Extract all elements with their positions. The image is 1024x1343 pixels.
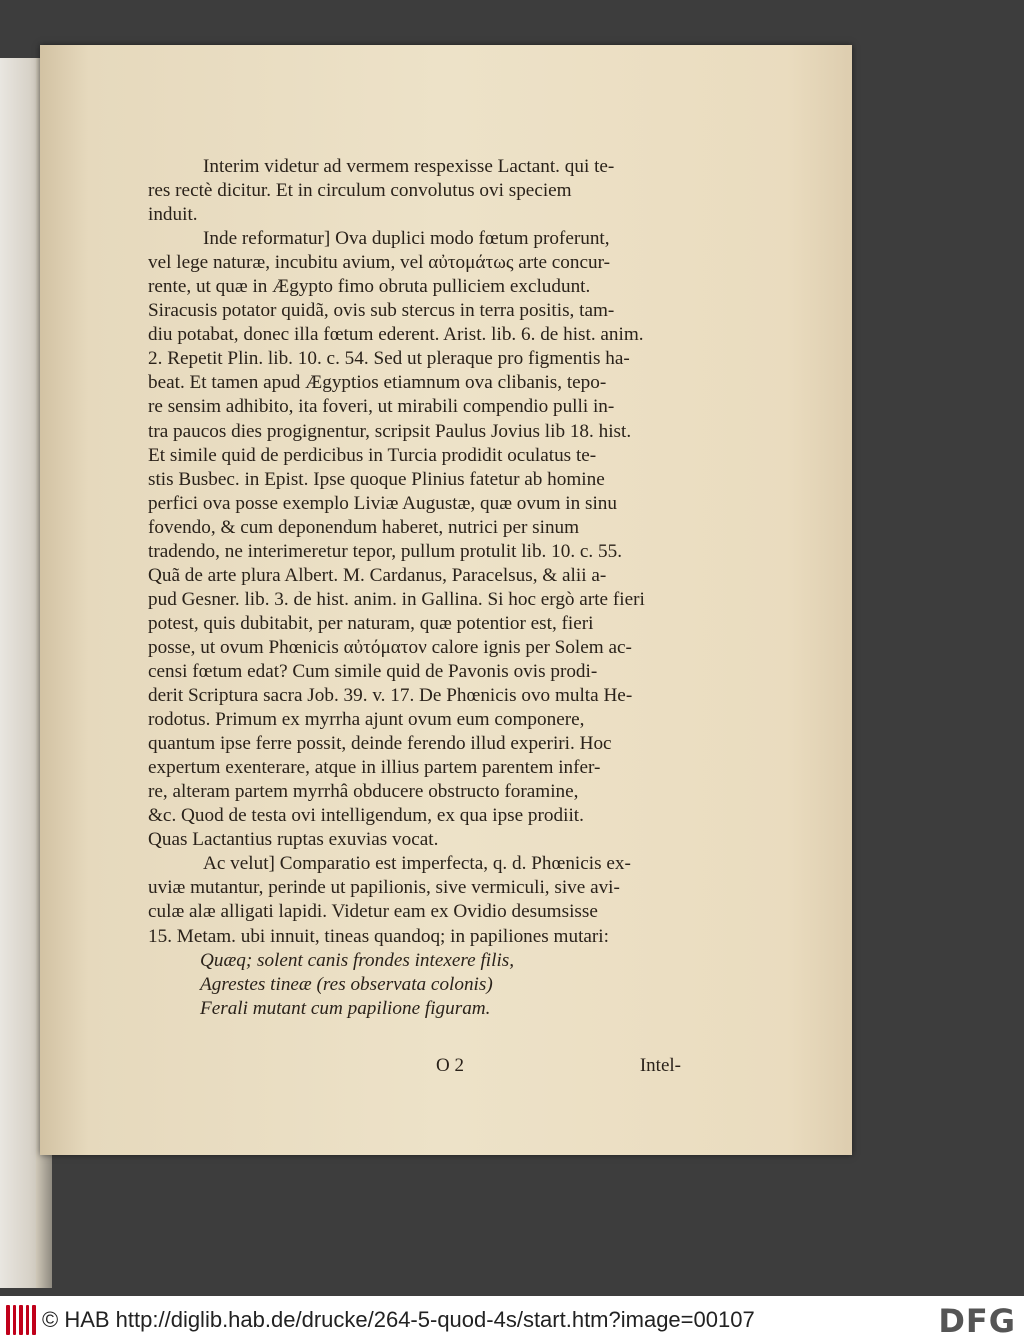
text-line: beat. Et tamen apud Ægyptios etiamnum ova clibanis, tepo- [148, 372, 607, 394]
text-line: rente, ut quæ in Ægypto fimo obruta pulliciem excludunt. [148, 276, 591, 298]
verse-line: Ferali mutant cum papilione figuram. [200, 997, 491, 1019]
text-line: Quas Lactantius ruptas exuvias vocat. [148, 829, 439, 851]
page-footer [148, 1055, 683, 1083]
hab-barcode-icon [6, 1305, 36, 1335]
catchword: Intel- [639, 1055, 681, 1076]
book-page [40, 45, 852, 1155]
text-line: Interim videtur ad vermem respexisse Lactant. qui te- [203, 156, 615, 177]
text-line: uviæ mutantur, perinde ut papilionis, sive vermiculi, sive avi- [148, 877, 620, 899]
text-line: Ac velut] Comparatio est imperfecta, q. d. Phœnicis ex- [203, 853, 631, 875]
text-line: pud Gesner. lib. 3. de hist. anim. in Gallina. Si hoc ergò arte fieri [148, 588, 645, 610]
verse-line: Quæq; solent canis frondes intexere filis, [200, 949, 515, 971]
text-line: Inde reformatur] Ova duplici modo fœtum proferunt, [203, 228, 610, 250]
text-line: diu potabat, donec illa fœtum ederent. Arist. lib. 6. de hist. anim. [148, 324, 644, 346]
text-line: vel lege naturæ, incubitu avium, vel αὐτομάτως arte concur- [148, 252, 610, 274]
text-line: re sensim adhibito, ita foveri, ut mirabili compendio pulli in- [148, 396, 615, 418]
text-line: tradendo, ne interimeretur tepor, pullum protulit lib. 10. c. 55. [148, 540, 623, 562]
footer-banner [0, 1296, 1024, 1343]
text-line: re, alteram partem myrrhâ obducere obstructo foramine, [148, 781, 579, 803]
text-line: stis Busbec. in Epist. Ipse quoque Plinius fatetur ab homine [148, 468, 605, 490]
text-line: 2. Repetit Plin. lib. 10. c. 54. Sed ut pleraque pro figmentis ha- [148, 348, 630, 370]
text-line: Et simile quid de perdicibus in Turcia prodidit oculatus te- [148, 444, 597, 466]
text-line: culæ alæ alligati lapidi. Videtur eam ex Ovidio desumsisse [148, 901, 598, 923]
signature-mark: O 2 [436, 1055, 464, 1076]
text-line: censi fœtum edat? Cum simile quid de Pavonis ovis prodi- [148, 660, 598, 682]
text-line: rodotus. Primum ex myrrha ajunt ovum eum componere, [148, 709, 585, 731]
text-line: res rectè dicitur. Et in circulum convolutus ovi speciem [148, 180, 572, 202]
text-line: perfici ova posse exemplo Liviæ Augustæ, quæ ovum in sinu [148, 492, 617, 514]
text-line: 15. Metam. ubi innuit, tineas quandoq; in papiliones mutari: [148, 925, 609, 947]
text-line: Siracusis potator quidã, ovis sub stercus in terra positis, tam- [148, 300, 615, 322]
text-line: posse, ut ovum Phœnicis αὐτόματον calore ignis per Solem ac- [148, 636, 632, 658]
text-line: expertum exenterare, atque in illius partem parentem infer- [148, 757, 601, 779]
verse-line: Agrestes tineæ (res observata colonis) [200, 973, 493, 995]
dfg-logo: DFG [938, 1302, 1016, 1340]
text-line: potest, quis dubitabit, per naturam, quæ potentior est, fieri [148, 612, 594, 634]
text-line: &c. Quod de testa ovi intelligendum, ex qua ipse prodiit. [148, 805, 584, 827]
text-line: derit Scriptura sacra Job. 39. v. 17. De Phœnicis ovo multa He- [148, 685, 633, 707]
text-line: tra paucos dies progignentur, scripsit Paulus Jovius lib 18. hist. [148, 420, 632, 442]
page-text [148, 155, 683, 1021]
text-line: quantum ipse ferre possit, deinde ferendo illud experiri. Hoc [148, 733, 612, 755]
text-line: induit. [148, 204, 198, 226]
credit-link[interactable]: © HAB http://diglib.hab.de/drucke/264-5-quod-4s/start.htm?image=00107 [42, 1306, 755, 1332]
text-line: fovendo, & cum deponendum haberet, nutrici per sinum [148, 516, 580, 538]
text-line: Quã de arte plura Albert. M. Cardanus, Paracelsus, & alii a- [148, 564, 607, 586]
